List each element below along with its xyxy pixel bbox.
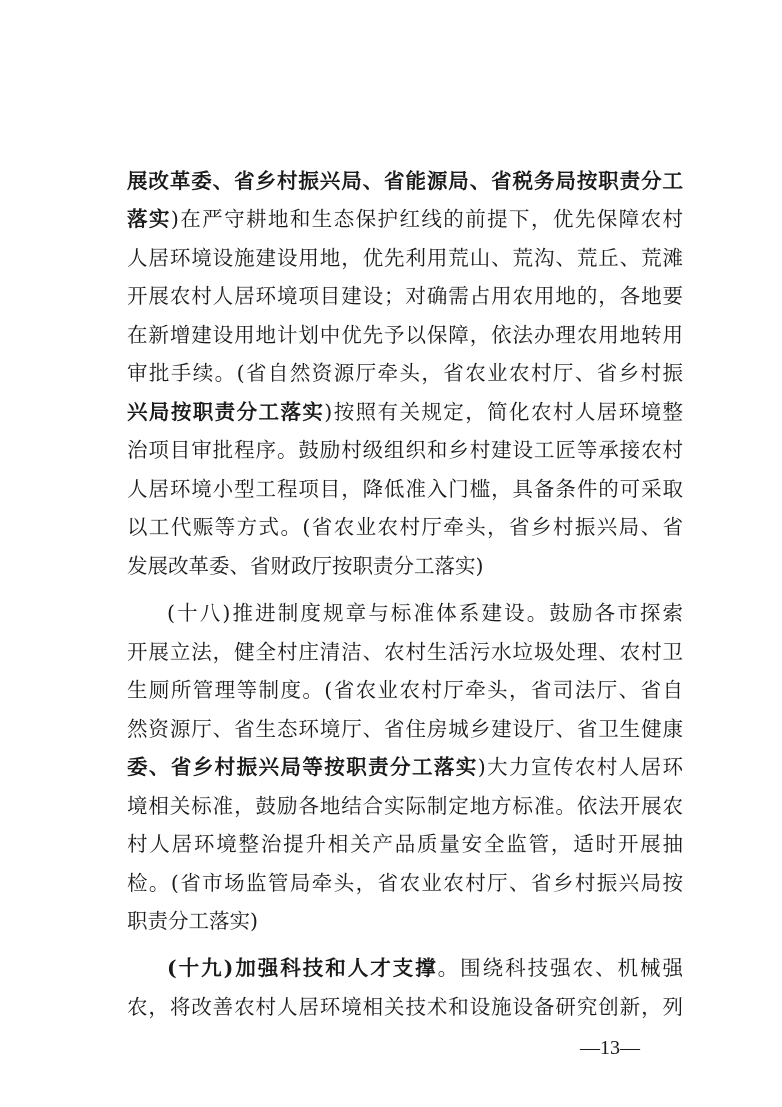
text-run: 人居环境设施建设用地，优先利用荒山、荒沟、荒丘、荒滩 <box>127 246 683 270</box>
text-line <box>127 786 683 826</box>
text-line <box>127 161 683 201</box>
text-run: 开展立法，健全村庄清洁、农村生活污水垃圾处理、农村卫 <box>127 640 683 664</box>
text-line <box>127 315 683 355</box>
text-run: 职责分工落实) <box>127 909 258 933</box>
text-line <box>127 632 683 672</box>
page-number: —13— <box>580 1037 640 1059</box>
bold-run: 兴局按职责分工落实 <box>127 400 325 424</box>
text-run: )大力宣传农村人居环 <box>477 755 684 779</box>
text-run: 审批手续。(省自然资源厅牵头，省农业农村厅、省乡村振 <box>127 361 683 385</box>
text-line <box>127 469 683 509</box>
text-line <box>127 824 683 864</box>
text-line <box>127 546 683 586</box>
text-run: (十八)推进制度规章与标准体系建设。鼓励各市探索 <box>167 601 683 625</box>
bold-run: (十九)加强科技和人才支撑 <box>167 956 438 980</box>
text-run: 治项目审批程序。鼓励村级组织和乡村建设工匠等承接农村 <box>127 438 683 462</box>
text-line <box>127 276 683 316</box>
text-line <box>127 747 683 787</box>
text-run: )在严守耕地和生态保护红线的前提下，优先保障农村 <box>170 207 684 231</box>
text-run: 然资源厅、省生态环境厅、省住房城乡建设厅、省卫生健康 <box>127 717 683 741</box>
text-run: 村人居环境整治提升相关产品质量安全监管，适时开展抽 <box>127 832 683 856</box>
text-run: 以工代赈等方式。(省农业农村厅牵头，省乡村振兴局、省 <box>127 515 683 539</box>
text-line <box>127 507 683 547</box>
text-run: 。围绕科技强农、机械强 <box>437 956 683 980</box>
text-run: 境相关标准，鼓励各地结合实际制定地方标准。依法开展农 <box>127 794 683 818</box>
text-line <box>167 593 683 633</box>
text-line <box>127 709 683 749</box>
text-run: )按照有关规定，简化农村人居环境整 <box>324 400 683 424</box>
text-line <box>127 901 683 941</box>
text-run: 在新增建设用地计划中优先予以保障，依法办理农用地转用 <box>127 323 683 347</box>
text-line <box>127 863 683 903</box>
text-line <box>167 948 683 988</box>
bold-run: 落实 <box>127 207 171 231</box>
text-line <box>127 353 683 393</box>
text-line <box>127 430 683 470</box>
text-run: 生厕所管理等制度。(省农业农村厅牵头，省司法厅、省自 <box>127 678 683 702</box>
text-line <box>127 199 683 239</box>
bold-run: 展改革委、省乡村振兴局、省能源局、省税务局按职责分工 <box>127 169 683 193</box>
text-line <box>127 392 683 432</box>
text-run: 发展改革委、省财政厅按职责分工落实) <box>127 554 484 578</box>
text-run: 开展农村人居环境项目建设；对确需占用农用地的，各地要 <box>127 284 683 308</box>
text-run: 检。(省市场监管局牵头，省农业农村厅、省乡村振兴局按 <box>127 871 683 895</box>
text-line <box>127 987 683 1027</box>
text-run: 农，将改善农村人居环境相关技术和设施设备研究创新，列 <box>127 995 683 1019</box>
text-line <box>127 238 683 278</box>
text-run: 人居环境小型工程项目，降低准入门槛，具备条件的可采取 <box>127 477 683 501</box>
text-line <box>127 670 683 710</box>
bold-run: 委、省乡村振兴局等按职责分工落实 <box>127 755 478 779</box>
